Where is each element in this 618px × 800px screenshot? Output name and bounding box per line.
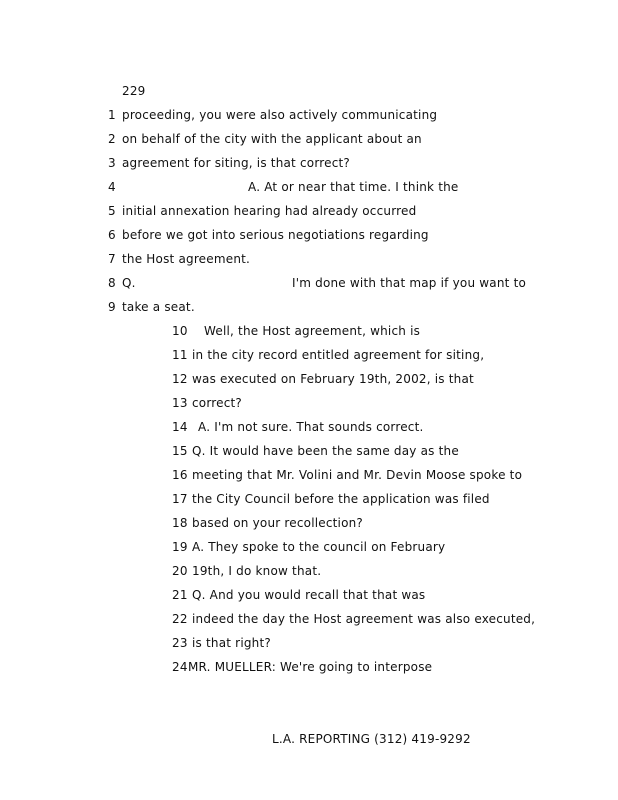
footer-reporter: L.A. REPORTING (312) 419-9292 (272, 732, 471, 746)
line-text: correct? (192, 396, 242, 410)
line-text: the Host agreement. (122, 252, 251, 266)
line-number: 14 (172, 420, 188, 434)
line-text: Well, the Host agreement, which is (204, 324, 421, 338)
line-number: 5 (108, 204, 116, 218)
line-number: 7 (108, 252, 116, 266)
line-number: 4 (108, 180, 116, 194)
line-text: I'm done with that map if you want to (292, 276, 527, 290)
line-number: 11 (172, 348, 188, 362)
line-number: 19 (172, 540, 188, 554)
line-number: 13 (172, 396, 188, 410)
line-text: 19th, I do know that. (192, 564, 322, 578)
line-number: 12 (172, 372, 188, 386)
line-number: 20 (172, 564, 188, 578)
line-number: 18 (172, 516, 188, 530)
line-number: 6 (108, 228, 116, 242)
line-text: MR. MUELLER: We're going to interpose (188, 660, 433, 674)
line-text: meeting that Mr. Volini and Mr. Devin Moose spoke to (192, 468, 523, 482)
line-number: 3 (108, 156, 116, 170)
line-text: was executed on February 19th, 2002, is that (192, 372, 474, 386)
line-number: 2 (108, 132, 116, 146)
line-text: on behalf of the city with the applicant about an (122, 132, 422, 146)
line-number: 9 (108, 300, 116, 314)
line-text: indeed the day the Host agreement was also executed, (192, 612, 536, 626)
line-text: the City Council before the application was filed (192, 492, 490, 506)
line-number: 8 (108, 276, 116, 290)
line-number: 21 (172, 588, 188, 602)
line-text: A. I'm not sure. That sounds correct. (198, 420, 424, 434)
line-text: based on your recollection? (192, 516, 363, 530)
line-number: 15 (172, 444, 188, 458)
line-number: 23 (172, 636, 188, 650)
line-text: before we got into serious negotiations regarding (122, 228, 429, 242)
line-text: Q. (122, 276, 136, 290)
page-number: 229 (122, 84, 146, 98)
line-text: initial annexation hearing had already occurred (122, 204, 417, 218)
line-number: 16 (172, 468, 188, 482)
line-number: 22 (172, 612, 188, 626)
line-text: is that right? (192, 636, 271, 650)
line-text: take a seat. (122, 300, 195, 314)
line-text: Q. And you would recall that that was (192, 588, 426, 602)
line-text: agreement for siting, is that correct? (122, 156, 350, 170)
line-number: 1 (108, 108, 116, 122)
line-number: 10 (172, 324, 188, 338)
line-text: proceeding, you were also actively communicating (122, 108, 438, 122)
line-number: 17 (172, 492, 188, 506)
line-text: Q. It would have been the same day as the (192, 444, 459, 458)
line-text: A. At or near that time. I think the (248, 180, 459, 194)
line-text: in the city record entitled agreement for siting, (192, 348, 485, 362)
line-text: A. They spoke to the council on February (192, 540, 446, 554)
line-number: 24 (172, 660, 188, 674)
